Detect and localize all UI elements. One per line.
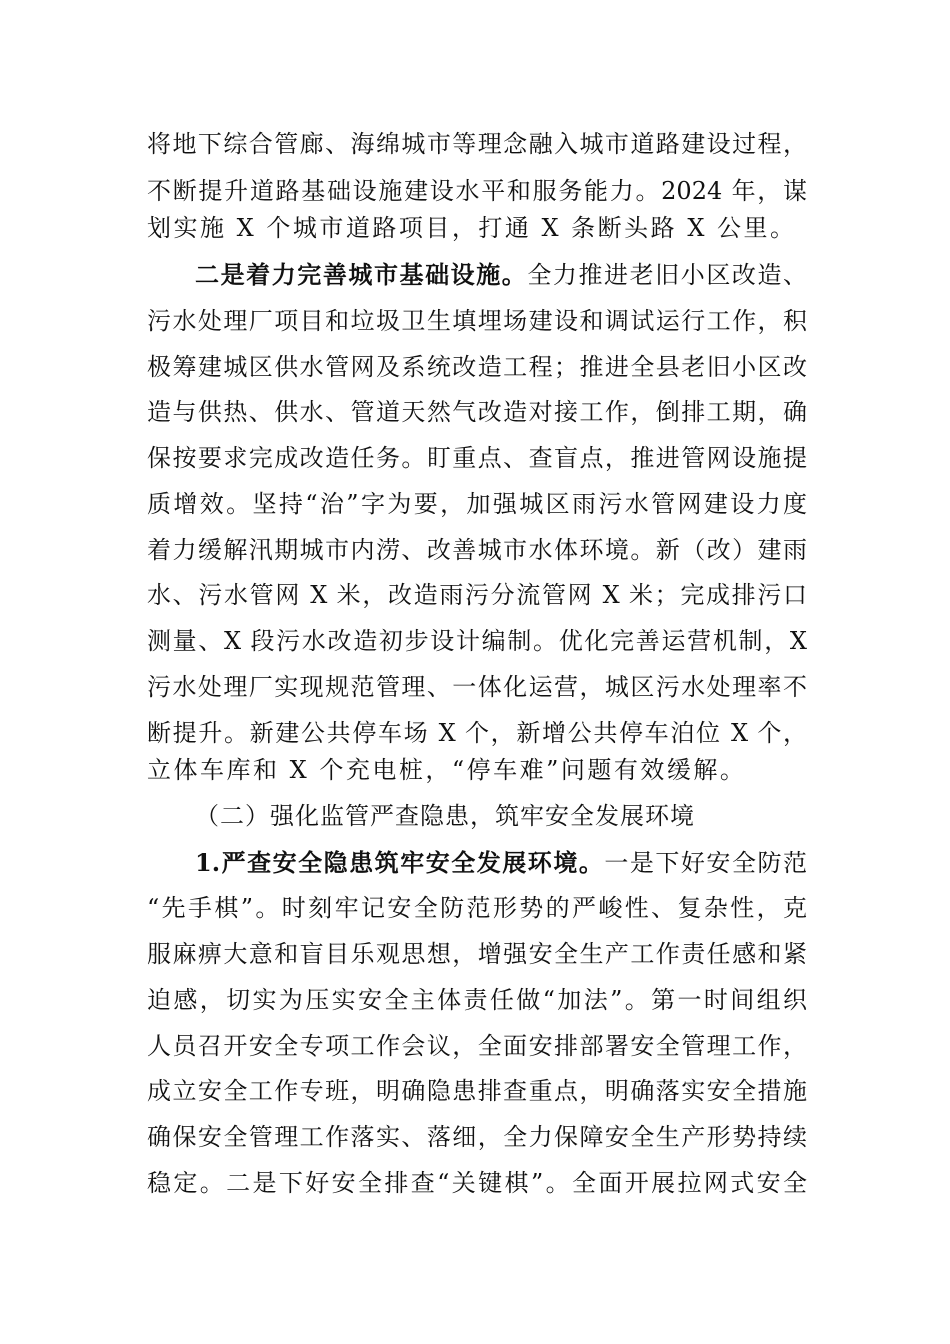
paragraph-heading: 1.严查安全隐患筑牢安全发展环境。: [195, 848, 605, 877]
paragraph-line: 成立安全工作专班，明确隐患排查重点，明确落实安全措施: [147, 1077, 807, 1105]
paragraph-line-with-heading: [195, 260, 807, 290]
paragraph-line: 保按要求完成改造任务。盯重点、查盲点，推进管网设施提: [147, 444, 807, 472]
section-heading: （二）强化监管严查隐患，筑牢安全发展环境: [195, 802, 695, 830]
paragraph-line: 断提升。新建公共停车场 X 个，新增公共停车泊位 X 个，: [147, 719, 807, 747]
paragraph-line: 迫感，切实为压实安全主体责任做“加法”。第一时间组织: [147, 986, 807, 1014]
paragraph-line: 极筹建城区供水管网及系统改造工程；推进全县老旧小区改: [147, 353, 807, 381]
paragraph-line: 稳定。二是下好安全排查“关键棋”。全面开展拉网式安全: [147, 1169, 807, 1197]
paragraph-line: 划实施 X 个城市道路项目，打通 X 条断头路 X 公里。: [147, 214, 797, 242]
paragraph-line: 污水处理厂实现规范管理、一体化运营，城区污水处理率不: [147, 673, 807, 701]
paragraph-line: 测量、X 段污水改造初步设计编制。优化完善运营机制，X: [147, 627, 807, 655]
paragraph-line: 服麻痹大意和盲目乐观思想，增强安全生产工作责任感和紧: [147, 940, 807, 968]
paragraph-line: 着力缓解汛期城市内涝、改善城市水体环境。新（改）建雨: [147, 536, 807, 564]
paragraph-line: “先手棋”。时刻牢记安全防范形势的严峻性、复杂性，克: [147, 894, 807, 922]
paragraph-line: 确保安全管理工作落实、落细，全力保障安全生产形势持续: [147, 1123, 807, 1151]
paragraph-line: 污水处理厂项目和垃圾卫生填埋场建设和调试运行工作，积: [147, 307, 807, 335]
paragraph-text: 全力推进老旧小区改造、: [527, 261, 808, 289]
paragraph-line: 不断提升道路基础设施建设水平和服务能力。2024 年，谋: [147, 177, 807, 205]
paragraph-line-with-heading: [195, 848, 807, 878]
paragraph-heading: 二是着力完善城市基础设施。: [195, 260, 528, 289]
paragraph-line: 立体车库和 X 个充电桩，“停车难”问题有效缓解。: [147, 756, 747, 784]
paragraph-line: 人员召开安全专项工作会议，全面安排部署安全管理工作，: [147, 1032, 807, 1060]
paragraph-line: 将地下综合管廊、海绵城市等理念融入城市道路建设过程，: [147, 130, 807, 158]
paragraph-line: 质增效。坚持“治”字为要，加强城区雨污水管网建设力度: [147, 490, 807, 518]
paragraph-line: 造与供热、供水、管道天然气改造对接工作，倒排工期，确: [147, 398, 807, 426]
paragraph-text: 一是下好安全防范: [604, 849, 807, 877]
paragraph-line: 水、污水管网 X 米，改造雨污分流管网 X 米；完成排污口: [147, 581, 807, 609]
